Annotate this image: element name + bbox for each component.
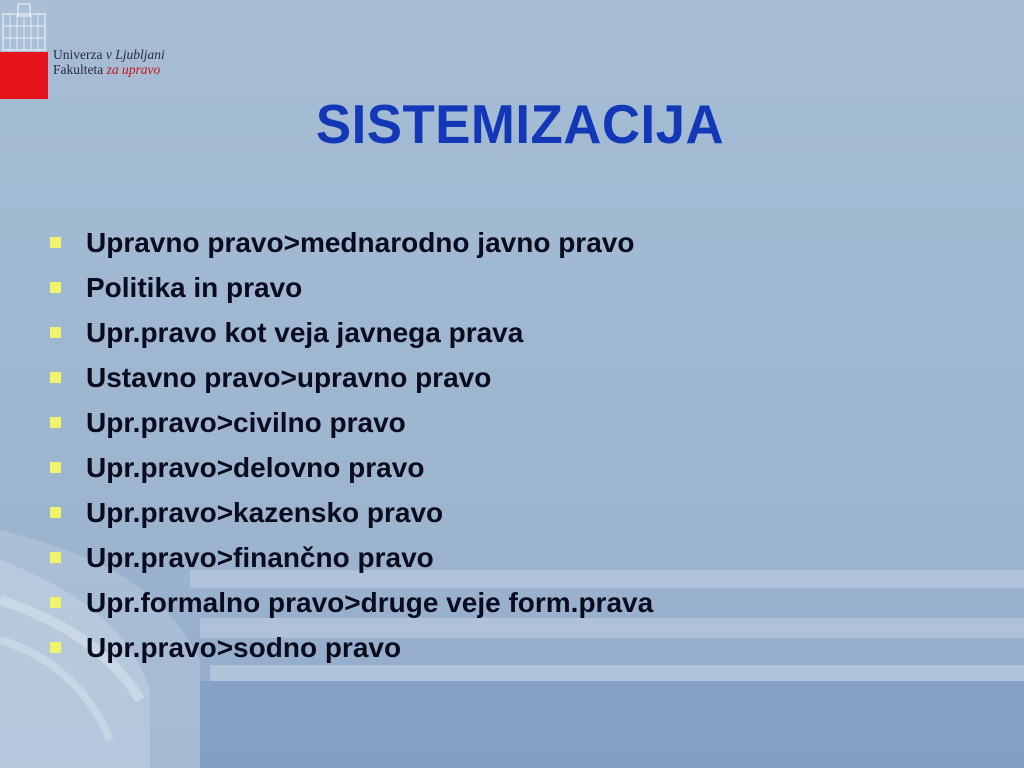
list-item-text: Ustavno pravo>upravno pravo xyxy=(86,361,492,393)
list-item-text: Upravno pravo>mednarodno javno pravo xyxy=(86,226,635,258)
list-item-text: Upr.pravo>sodno pravo xyxy=(86,631,402,663)
square-bullet-icon xyxy=(50,327,61,338)
list-item xyxy=(50,265,653,310)
list-item-text: Upr.pravo>finančno pravo xyxy=(86,541,434,573)
slide-title: SISTEMIZACIJA xyxy=(315,93,725,155)
logo-faculty-accent: za upravo xyxy=(106,62,161,77)
square-bullet-icon xyxy=(50,282,61,293)
list-item xyxy=(50,535,653,580)
square-bullet-icon xyxy=(50,237,61,248)
list-item xyxy=(50,625,653,670)
list-item xyxy=(50,400,653,445)
logo-faculty: Fakulteta xyxy=(53,62,104,77)
list-item xyxy=(50,580,653,625)
list-item xyxy=(50,490,653,535)
list-item-text: Upr.pravo>kazensko pravo xyxy=(86,496,444,528)
list-item-text: Upr.pravo>civilno pravo xyxy=(86,406,406,438)
list-item-text: Upr.formalno pravo>druge veje form.prava xyxy=(86,586,654,618)
list-item xyxy=(50,310,653,355)
logo-city: Ljubljani xyxy=(115,47,165,62)
list-item-text: Upr.pravo>delovno pravo xyxy=(86,451,425,483)
square-bullet-icon xyxy=(50,372,61,383)
square-bullet-icon xyxy=(50,507,61,518)
square-bullet-icon xyxy=(50,597,61,608)
list-item xyxy=(50,445,653,490)
list-item xyxy=(50,355,653,400)
square-bullet-icon xyxy=(50,417,61,428)
list-item-text: Politika in pravo xyxy=(86,271,303,303)
university-logo-text xyxy=(53,47,165,77)
logo-v: v xyxy=(105,47,112,62)
list-item-text: Upr.pravo kot veja javnega prava xyxy=(86,316,524,348)
square-bullet-icon xyxy=(50,462,61,473)
logo-university: Univerza xyxy=(53,47,103,62)
square-bullet-icon xyxy=(50,552,61,563)
square-bullet-icon xyxy=(50,642,61,653)
bullet-list xyxy=(50,220,653,670)
list-item xyxy=(50,220,653,265)
